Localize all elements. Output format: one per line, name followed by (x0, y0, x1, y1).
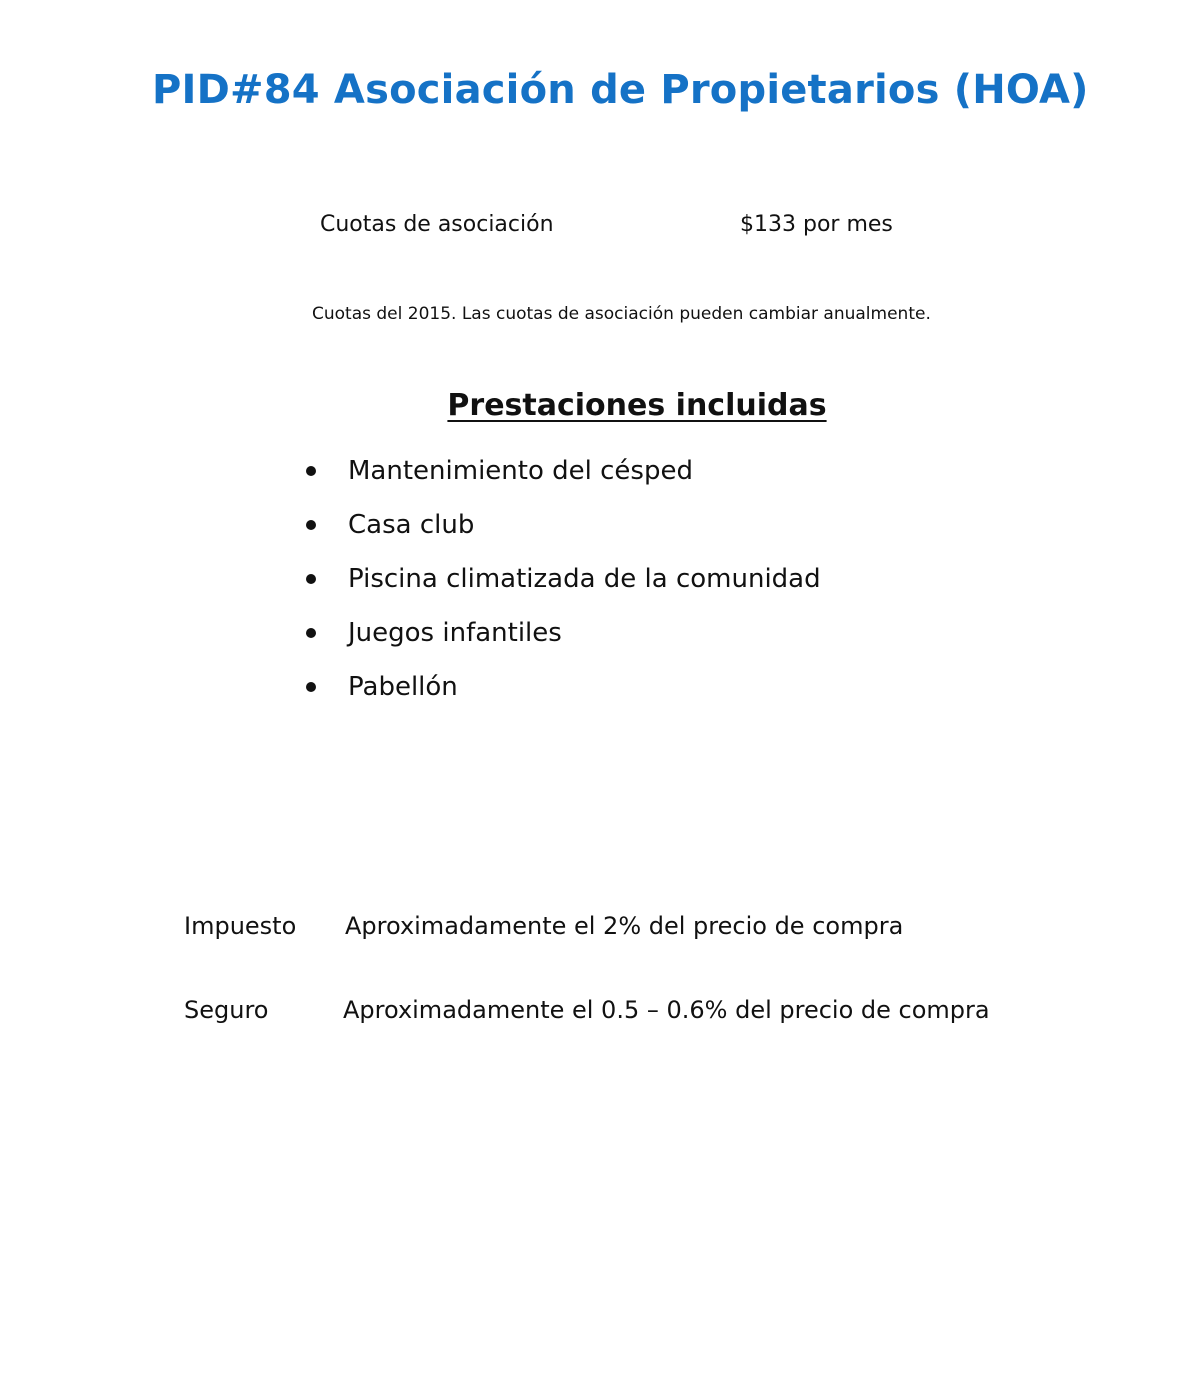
amenity-label: Casa club (348, 510, 475, 540)
amenity-label: Pabellón (348, 672, 458, 702)
bullet-icon (306, 574, 316, 584)
amenities-list (306, 444, 821, 714)
insurance-label: Seguro (184, 996, 269, 1024)
association-fees-value: $133 por mes (740, 212, 893, 237)
tax-value: Aproximadamente el 2% del precio de compra (345, 912, 904, 940)
association-fees-label: Cuotas de asociación (320, 212, 554, 237)
bullet-icon (306, 682, 316, 692)
association-fees-note: Cuotas del 2015. Las cuotas de asociación pueden cambiar anualmente. (312, 304, 931, 324)
amenities-heading: Prestaciones incluidas (447, 388, 827, 423)
amenity-item (306, 498, 821, 552)
amenity-label: Piscina climatizada de la comunidad (348, 564, 821, 594)
amenity-label: Juegos infantiles (348, 618, 562, 648)
tax-label: Impuesto (184, 912, 297, 940)
bullet-icon (306, 520, 316, 530)
amenity-item (306, 606, 821, 660)
amenity-item (306, 552, 821, 606)
amenity-label: Mantenimiento del césped (348, 456, 693, 486)
bullet-icon (306, 628, 316, 638)
bullet-icon (306, 466, 316, 476)
insurance-value: Aproximadamente el 0.5 – 0.6% del precio de compra (343, 996, 990, 1024)
page-title: PID#84 Asociación de Propietarios (HOA) (152, 67, 1089, 113)
amenity-item (306, 444, 821, 498)
amenity-item (306, 660, 821, 714)
